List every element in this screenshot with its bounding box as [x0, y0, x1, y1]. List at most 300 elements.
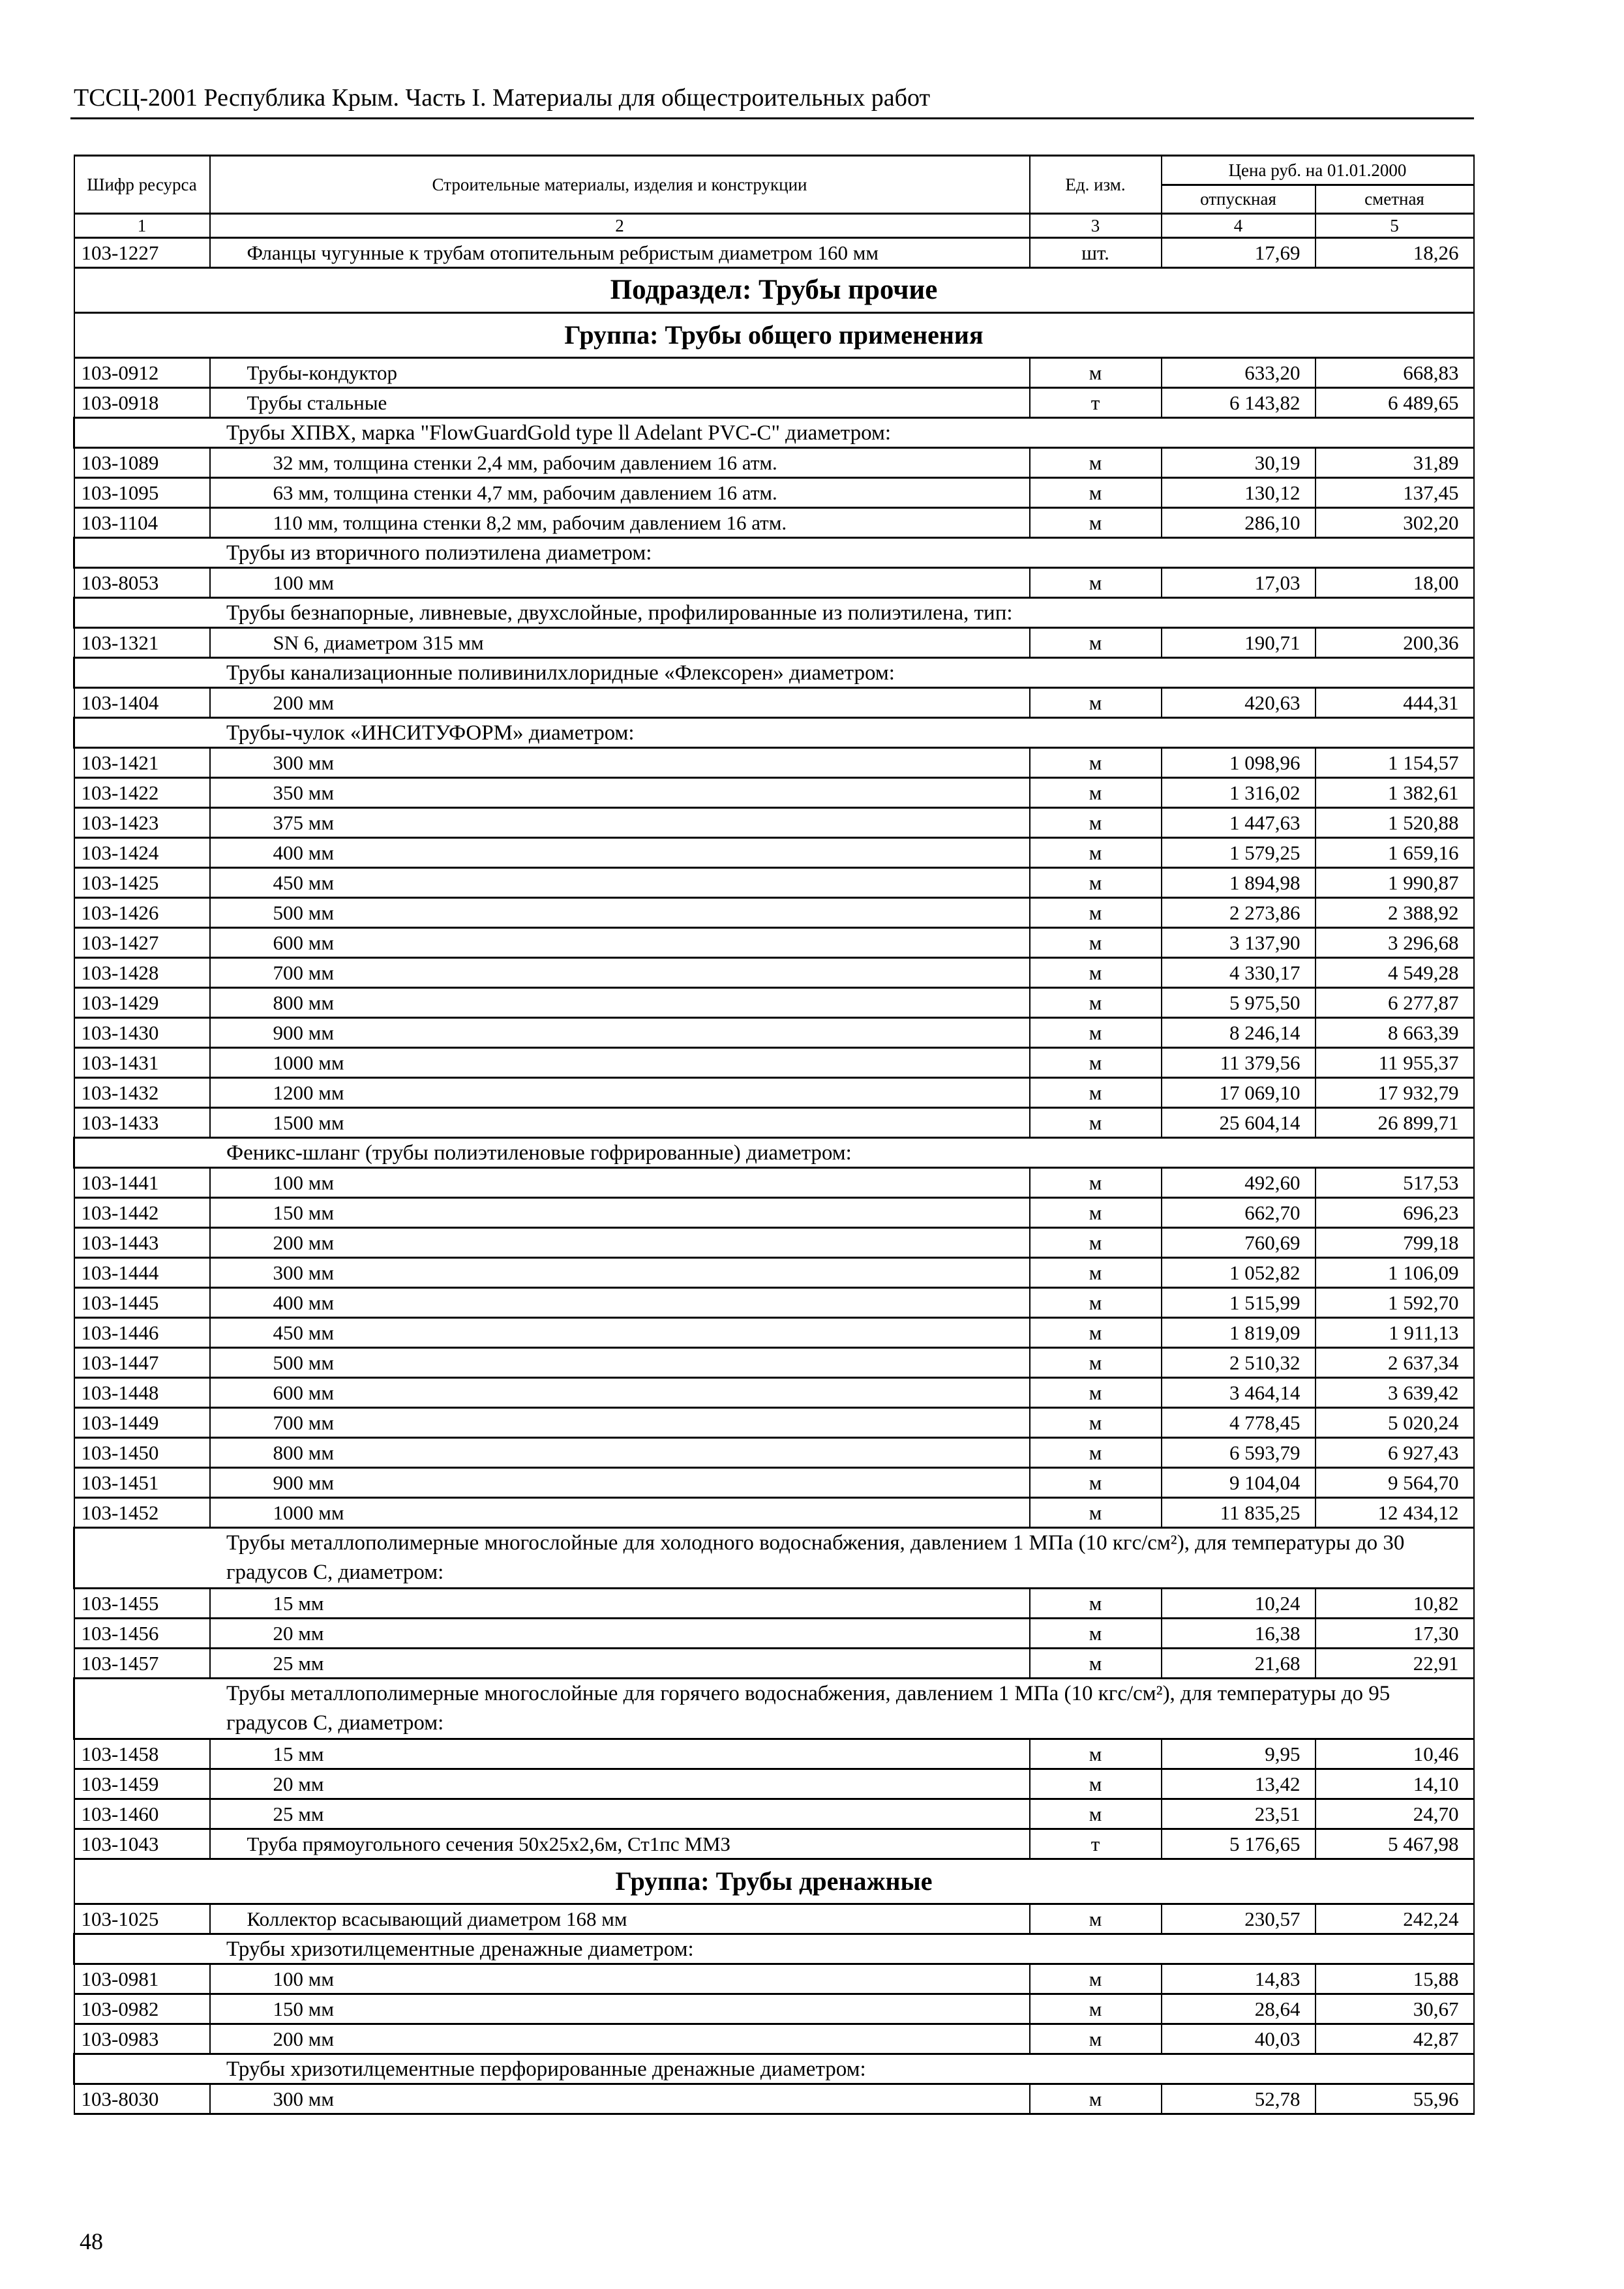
release-price: 230,57	[1162, 1904, 1316, 1934]
table-row	[74, 1198, 1474, 1228]
material-name: 15 мм	[210, 1589, 1030, 1619]
material-name: 600 мм	[210, 1378, 1030, 1408]
estimate-price: 14,10	[1316, 1769, 1474, 1799]
estimate-price: 6 927,43	[1316, 1438, 1474, 1468]
table-row	[74, 688, 1474, 718]
page-number: 48	[80, 2228, 103, 2254]
unit: м	[1030, 838, 1162, 868]
estimate-price: 10,82	[1316, 1589, 1474, 1619]
estimate-price: 31,89	[1316, 448, 1474, 478]
category-label: Трубы-чулок «ИНСИТУФОРМ» диаметром:	[74, 718, 1474, 748]
material-name: 300 мм	[210, 2084, 1030, 2114]
material-name: 300 мм	[210, 1258, 1030, 1288]
resource-code: 103-1451	[74, 1468, 210, 1498]
release-price: 1 579,25	[1162, 838, 1316, 868]
resource-code: 103-1446	[74, 1318, 210, 1348]
resource-code: 103-8053	[74, 568, 210, 598]
column-number-row	[74, 214, 1474, 238]
resource-code: 103-1429	[74, 988, 210, 1018]
release-price: 5 975,50	[1162, 988, 1316, 1018]
category-label-row	[74, 1679, 1474, 1739]
unit: м	[1030, 1498, 1162, 1528]
unit: м	[1030, 358, 1162, 388]
estimate-price: 517,53	[1316, 1168, 1474, 1198]
estimate-price: 5 467,98	[1316, 1829, 1474, 1859]
material-name: 200 мм	[210, 2024, 1030, 2054]
group-heading: Группа: Трубы общего применения	[74, 313, 1474, 358]
resource-code: 103-1452	[74, 1498, 210, 1528]
release-price: 23,51	[1162, 1799, 1316, 1829]
estimate-price: 8 663,39	[1316, 1018, 1474, 1048]
material-name: 20 мм	[210, 1619, 1030, 1649]
estimate-price: 2 388,92	[1316, 898, 1474, 928]
table-row	[74, 238, 1474, 268]
resource-code: 103-1433	[74, 1108, 210, 1138]
category-label-row	[74, 2054, 1474, 2084]
release-price: 2 510,32	[1162, 1348, 1316, 1378]
release-price: 662,70	[1162, 1198, 1316, 1228]
material-name: 800 мм	[210, 1438, 1030, 1468]
material-name: 450 мм	[210, 868, 1030, 898]
estimate-price: 9 564,70	[1316, 1468, 1474, 1498]
unit: т	[1030, 1829, 1162, 1859]
table-row	[74, 568, 1474, 598]
release-price: 4 330,17	[1162, 958, 1316, 988]
release-price: 28,64	[1162, 1994, 1316, 2024]
unit: м	[1030, 1078, 1162, 1108]
material-name: 700 мм	[210, 1408, 1030, 1438]
material-name: Коллектор всасывающий диаметром 168 мм	[210, 1904, 1030, 1934]
unit: м	[1030, 688, 1162, 718]
unit: м	[1030, 1408, 1162, 1438]
release-price: 11 835,25	[1162, 1498, 1316, 1528]
unit: м	[1030, 1168, 1162, 1198]
estimate-price: 17,30	[1316, 1619, 1474, 1649]
estimate-price: 1 382,61	[1316, 778, 1474, 808]
header-release-price: отпускная	[1162, 185, 1316, 214]
estimate-price: 30,67	[1316, 1994, 1474, 2024]
group-heading-row	[74, 313, 1474, 358]
table-row	[74, 448, 1474, 478]
material-name: 300 мм	[210, 748, 1030, 778]
table-row	[74, 1739, 1474, 1769]
resource-code: 103-1430	[74, 1018, 210, 1048]
table-row	[74, 628, 1474, 658]
table-row	[74, 988, 1474, 1018]
unit: м	[1030, 1048, 1162, 1078]
header-name: Строительные материалы, изделия и конструкции	[210, 156, 1030, 214]
group-heading-row	[74, 1859, 1474, 1904]
unit: м	[1030, 1348, 1162, 1378]
resource-code: 103-0918	[74, 388, 210, 418]
resource-code: 103-1460	[74, 1799, 210, 1829]
estimate-price: 1 911,13	[1316, 1318, 1474, 1348]
resource-code: 103-1442	[74, 1198, 210, 1228]
resource-code: 103-1456	[74, 1619, 210, 1649]
column-number: 5	[1316, 214, 1474, 238]
table-row	[74, 1258, 1474, 1288]
release-price: 6 593,79	[1162, 1438, 1316, 1468]
estimate-price: 17 932,79	[1316, 1078, 1474, 1108]
material-name: Фланцы чугунные к трубам отопительным ребристым диаметром 160 мм	[210, 238, 1030, 268]
column-number: 1	[74, 214, 210, 238]
material-name: 25 мм	[210, 1649, 1030, 1679]
release-price: 130,12	[1162, 478, 1316, 508]
category-label-row	[74, 718, 1474, 748]
material-name: 1000 мм	[210, 1048, 1030, 1078]
header-price: Цена руб. на 01.01.2000	[1162, 156, 1474, 185]
material-name: SN 6, диаметром 315 мм	[210, 628, 1030, 658]
release-price: 14,83	[1162, 1964, 1316, 1994]
unit: м	[1030, 568, 1162, 598]
table-row	[74, 1048, 1474, 1078]
price-table	[73, 155, 1475, 2115]
resource-code: 103-1432	[74, 1078, 210, 1108]
unit: м	[1030, 1288, 1162, 1318]
table-row	[74, 1348, 1474, 1378]
release-price: 21,68	[1162, 1649, 1316, 1679]
material-name: 15 мм	[210, 1739, 1030, 1769]
unit: м	[1030, 1018, 1162, 1048]
release-price: 1 894,98	[1162, 868, 1316, 898]
release-price: 1 316,02	[1162, 778, 1316, 808]
estimate-price: 11 955,37	[1316, 1048, 1474, 1078]
header-code: Шифр ресурса	[74, 156, 210, 214]
estimate-price: 242,24	[1316, 1904, 1474, 1934]
resource-code: 103-1424	[74, 838, 210, 868]
category-label: Феникс-шланг (трубы полиэтиленовые гофрированные) диаметром:	[74, 1138, 1474, 1168]
resource-code: 103-0981	[74, 1964, 210, 1994]
unit: м	[1030, 1769, 1162, 1799]
table-row	[74, 1018, 1474, 1048]
unit: м	[1030, 1198, 1162, 1228]
estimate-price: 24,70	[1316, 1799, 1474, 1829]
column-number: 2	[210, 214, 1030, 238]
unit: м	[1030, 988, 1162, 1018]
release-price: 52,78	[1162, 2084, 1316, 2114]
material-name: 400 мм	[210, 838, 1030, 868]
material-name: 1500 мм	[210, 1108, 1030, 1138]
header-divider	[70, 117, 1474, 119]
table-row	[74, 928, 1474, 958]
release-price: 286,10	[1162, 508, 1316, 538]
resource-code: 103-1025	[74, 1904, 210, 1934]
material-name: 63 мм, толщина стенки 4,7 мм, рабочим давлением 16 атм.	[210, 478, 1030, 508]
material-name: 150 мм	[210, 1198, 1030, 1228]
release-price: 1 098,96	[1162, 748, 1316, 778]
unit: м	[1030, 1318, 1162, 1348]
estimate-price: 668,83	[1316, 358, 1474, 388]
table-row	[74, 958, 1474, 988]
unit: м	[1030, 508, 1162, 538]
unit: м	[1030, 1799, 1162, 1829]
category-label: Трубы хризотилцементные перфорированные дренажные диаметром:	[74, 2054, 1474, 2084]
category-label: Трубы из вторичного полиэтилена диаметром:	[74, 538, 1474, 568]
estimate-price: 2 637,34	[1316, 1348, 1474, 1378]
estimate-price: 6 277,87	[1316, 988, 1474, 1018]
resource-code: 103-1444	[74, 1258, 210, 1288]
resource-code: 103-1445	[74, 1288, 210, 1318]
release-price: 13,42	[1162, 1769, 1316, 1799]
estimate-price: 42,87	[1316, 2024, 1474, 2054]
estimate-price: 18,26	[1316, 238, 1474, 268]
resource-code: 103-1422	[74, 778, 210, 808]
resource-code: 103-1450	[74, 1438, 210, 1468]
unit: м	[1030, 1964, 1162, 1994]
release-price: 25 604,14	[1162, 1108, 1316, 1138]
resource-code: 103-1459	[74, 1769, 210, 1799]
material-name: 1000 мм	[210, 1498, 1030, 1528]
category-label: Трубы канализационные поливинилхлоридные «Флексорен» диаметром:	[74, 658, 1474, 688]
resource-code: 103-1447	[74, 1348, 210, 1378]
table-row	[74, 898, 1474, 928]
material-name: Трубы-кондуктор	[210, 358, 1030, 388]
estimate-price: 3 296,68	[1316, 928, 1474, 958]
group-heading: Группа: Трубы дренажные	[74, 1859, 1474, 1904]
category-label: Трубы металлополимерные многослойные для горячего водоснабжения, давлением 1 МПа (10 кгс/см²), для температуры до 95 градусов С, диаметром:	[74, 1679, 1474, 1739]
material-name: 200 мм	[210, 688, 1030, 718]
unit: м	[1030, 448, 1162, 478]
estimate-price: 302,20	[1316, 508, 1474, 538]
category-label-row	[74, 418, 1474, 448]
unit: м	[1030, 1739, 1162, 1769]
resource-code: 103-1421	[74, 748, 210, 778]
unit: м	[1030, 958, 1162, 988]
estimate-price: 26 899,71	[1316, 1108, 1474, 1138]
material-name: Трубы стальные	[210, 388, 1030, 418]
resource-code: 103-1321	[74, 628, 210, 658]
estimate-price: 1 106,09	[1316, 1258, 1474, 1288]
table-row	[74, 1468, 1474, 1498]
category-label: Трубы металлополимерные многослойные для холодного водоснабжения, давлением 1 МПа (10 кгс/см²), для температуры до 30 градусов С, диаметром:	[74, 1528, 1474, 1589]
table-row	[74, 1288, 1474, 1318]
category-label-row	[74, 1528, 1474, 1589]
table-row	[74, 1904, 1474, 1934]
unit: м	[1030, 1468, 1162, 1498]
unit: м	[1030, 2084, 1162, 2114]
unit: м	[1030, 1378, 1162, 1408]
unit: т	[1030, 388, 1162, 418]
unit: м	[1030, 778, 1162, 808]
table-row	[74, 838, 1474, 868]
estimate-price: 18,00	[1316, 568, 1474, 598]
unit: м	[1030, 1589, 1162, 1619]
category-label-row	[74, 658, 1474, 688]
material-name: 110 мм, толщина стенки 8,2 мм, рабочим давлением 16 атм.	[210, 508, 1030, 538]
resource-code: 103-1455	[74, 1589, 210, 1619]
unit: м	[1030, 928, 1162, 958]
unit: м	[1030, 1994, 1162, 2024]
release-price: 633,20	[1162, 358, 1316, 388]
table-row	[74, 1318, 1474, 1348]
resource-code: 103-1425	[74, 868, 210, 898]
release-price: 190,71	[1162, 628, 1316, 658]
release-price: 4 778,45	[1162, 1408, 1316, 1438]
table-row	[74, 1769, 1474, 1799]
unit: м	[1030, 1619, 1162, 1649]
table-row	[74, 1078, 1474, 1108]
resource-code: 103-1426	[74, 898, 210, 928]
estimate-price: 4 549,28	[1316, 958, 1474, 988]
category-label-row	[74, 598, 1474, 628]
estimate-price: 5 020,24	[1316, 1408, 1474, 1438]
table-row	[74, 1228, 1474, 1258]
material-name: 25 мм	[210, 1799, 1030, 1829]
category-label: Трубы безнапорные, ливневые, двухслойные, профилированные из полиэтилена, тип:	[74, 598, 1474, 628]
unit: шт.	[1030, 238, 1162, 268]
table-row	[74, 1994, 1474, 2024]
release-price: 9 104,04	[1162, 1468, 1316, 1498]
estimate-price: 55,96	[1316, 2084, 1474, 2114]
estimate-price: 12 434,12	[1316, 1498, 1474, 1528]
resource-code: 103-1448	[74, 1378, 210, 1408]
material-name: 350 мм	[210, 778, 1030, 808]
estimate-price: 1 592,70	[1316, 1288, 1474, 1318]
header-unit: Ед. изм.	[1030, 156, 1162, 214]
resource-code: 103-0982	[74, 1994, 210, 2024]
resource-code: 103-1227	[74, 238, 210, 268]
estimate-price: 6 489,65	[1316, 388, 1474, 418]
material-name: 375 мм	[210, 808, 1030, 838]
material-name: 1200 мм	[210, 1078, 1030, 1108]
unit: м	[1030, 1258, 1162, 1288]
table-row	[74, 1589, 1474, 1619]
category-label: Трубы ХПВХ, марка "FlowGuardGold type ll Adelant PVC-C" диаметром:	[74, 418, 1474, 448]
unit: м	[1030, 2024, 1162, 2054]
release-price: 1 819,09	[1162, 1318, 1316, 1348]
release-price: 1 447,63	[1162, 808, 1316, 838]
material-name: 32 мм, толщина стенки 2,4 мм, рабочим давлением 16 атм.	[210, 448, 1030, 478]
material-name: 900 мм	[210, 1468, 1030, 1498]
resource-code: 103-1428	[74, 958, 210, 988]
subsection-heading: Подраздел: Трубы прочие	[74, 268, 1474, 313]
table-row	[74, 478, 1474, 508]
table-row	[74, 1799, 1474, 1829]
table-row	[74, 1408, 1474, 1438]
material-name: 450 мм	[210, 1318, 1030, 1348]
unit: м	[1030, 1649, 1162, 1679]
table-row	[74, 748, 1474, 778]
material-name: 150 мм	[210, 1994, 1030, 2024]
table-row	[74, 2024, 1474, 2054]
resource-code: 103-1089	[74, 448, 210, 478]
release-price: 17,69	[1162, 238, 1316, 268]
table-row	[74, 1498, 1474, 1528]
estimate-price: 200,36	[1316, 628, 1474, 658]
table-row	[74, 388, 1474, 418]
resource-code: 103-1457	[74, 1649, 210, 1679]
resource-code: 103-1441	[74, 1168, 210, 1198]
table-row	[74, 2084, 1474, 2114]
material-name: 400 мм	[210, 1288, 1030, 1318]
release-price: 3 137,90	[1162, 928, 1316, 958]
estimate-price: 15,88	[1316, 1964, 1474, 1994]
resource-code: 103-1449	[74, 1408, 210, 1438]
table-row	[74, 1378, 1474, 1408]
resource-code: 103-1104	[74, 508, 210, 538]
unit: м	[1030, 898, 1162, 928]
table-row	[74, 508, 1474, 538]
table-row	[74, 1108, 1474, 1138]
material-name: 500 мм	[210, 1348, 1030, 1378]
unit: м	[1030, 628, 1162, 658]
release-price: 17 069,10	[1162, 1078, 1316, 1108]
estimate-price: 10,46	[1316, 1739, 1474, 1769]
release-price: 17,03	[1162, 568, 1316, 598]
table-row	[74, 1619, 1474, 1649]
material-name: 600 мм	[210, 928, 1030, 958]
unit: м	[1030, 478, 1162, 508]
material-name: 700 мм	[210, 958, 1030, 988]
release-price: 420,63	[1162, 688, 1316, 718]
table-header-row	[74, 156, 1474, 185]
material-name: 100 мм	[210, 1168, 1030, 1198]
release-price: 760,69	[1162, 1228, 1316, 1258]
estimate-price: 137,45	[1316, 478, 1474, 508]
column-number: 4	[1162, 214, 1316, 238]
resource-code: 103-0912	[74, 358, 210, 388]
resource-code: 103-1458	[74, 1739, 210, 1769]
resource-code: 103-0983	[74, 2024, 210, 2054]
unit: м	[1030, 808, 1162, 838]
resource-code: 103-1423	[74, 808, 210, 838]
estimate-price: 1 520,88	[1316, 808, 1474, 838]
running-header: ТССЦ-2001 Республика Крым. Часть I. Материалы для общестроительных работ	[74, 84, 931, 112]
material-name: Труба прямоугольного сечения 50х25х2,6м, Ст1пс ММЗ	[210, 1829, 1030, 1859]
category-label-row	[74, 1138, 1474, 1168]
release-price: 9,95	[1162, 1739, 1316, 1769]
unit: м	[1030, 1228, 1162, 1258]
unit: м	[1030, 1438, 1162, 1468]
release-price: 2 273,86	[1162, 898, 1316, 928]
release-price: 10,24	[1162, 1589, 1316, 1619]
material-name: 100 мм	[210, 1964, 1030, 1994]
resource-code: 103-1443	[74, 1228, 210, 1258]
table-row	[74, 868, 1474, 898]
material-name: 500 мм	[210, 898, 1030, 928]
category-label-row	[74, 538, 1474, 568]
category-label: Трубы хризотилцементные дренажные диаметром:	[74, 1934, 1474, 1964]
category-label-row	[74, 1934, 1474, 1964]
unit: м	[1030, 868, 1162, 898]
resource-code: 103-1431	[74, 1048, 210, 1078]
table-row	[74, 1964, 1474, 1994]
release-price: 3 464,14	[1162, 1378, 1316, 1408]
material-name: 200 мм	[210, 1228, 1030, 1258]
header-estimate-price: сметная	[1316, 185, 1474, 214]
estimate-price: 799,18	[1316, 1228, 1474, 1258]
material-name: 800 мм	[210, 988, 1030, 1018]
release-price: 6 143,82	[1162, 388, 1316, 418]
unit: м	[1030, 748, 1162, 778]
release-price: 11 379,56	[1162, 1048, 1316, 1078]
release-price: 40,03	[1162, 2024, 1316, 2054]
resource-code: 103-1095	[74, 478, 210, 508]
resource-code: 103-1404	[74, 688, 210, 718]
release-price: 8 246,14	[1162, 1018, 1316, 1048]
estimate-price: 1 154,57	[1316, 748, 1474, 778]
estimate-price: 1 990,87	[1316, 868, 1474, 898]
release-price: 1 052,82	[1162, 1258, 1316, 1288]
column-number: 3	[1030, 214, 1162, 238]
table-row	[74, 1829, 1474, 1859]
unit: м	[1030, 1904, 1162, 1934]
material-name: 900 мм	[210, 1018, 1030, 1048]
unit: м	[1030, 1108, 1162, 1138]
material-name: 20 мм	[210, 1769, 1030, 1799]
release-price: 30,19	[1162, 448, 1316, 478]
material-name: 100 мм	[210, 568, 1030, 598]
